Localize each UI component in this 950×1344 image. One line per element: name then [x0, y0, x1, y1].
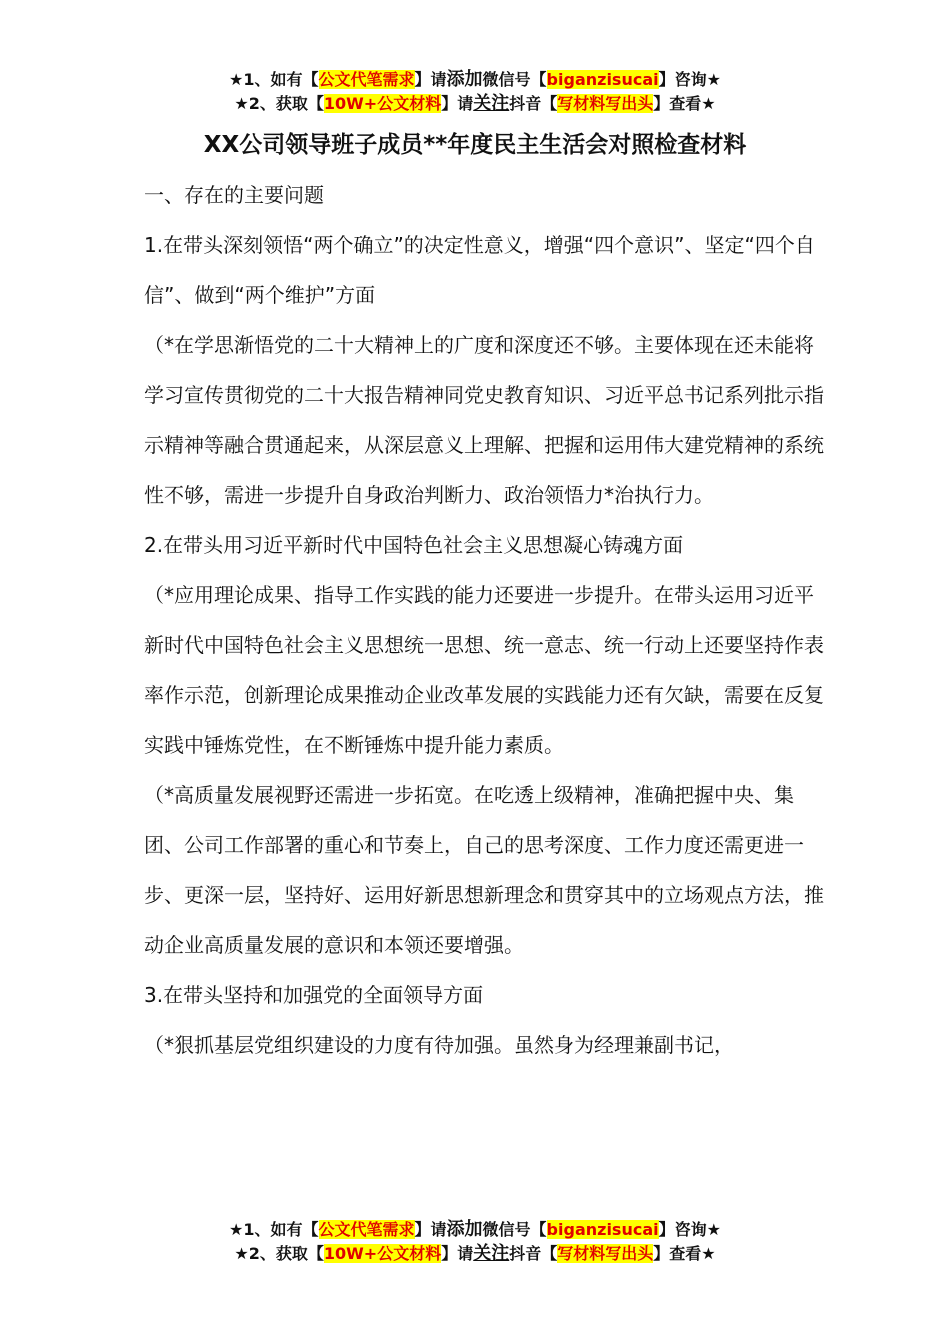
- banner-highlight: 10W+公文材料: [323, 1244, 442, 1263]
- banner-highlight: biganzisucai: [546, 70, 659, 89]
- banner-highlight: 写材料写出头: [557, 94, 654, 113]
- document-body: [144, 170, 824, 1070]
- banner-highlight: 写材料写出头: [557, 1244, 654, 1263]
- body-paragraph: （*在学思渐悟党的二十大精神上的广度和深度还不够。主要体现在还未能将学习宣传贯彻党的二十大报告精神同党史教育知识、习近平总书记系列批示指示精神等融合贯通起来，从深层意义上理解、把握和运用伟大建党精神的系统性不够，需进一步提升自身政治判断力、政治领悟力*治执行力。: [144, 333, 824, 507]
- banner-line-2: ★2、获取【10W+公文材料】请关注抖音【写材料写出头】查看★: [234, 1243, 716, 1264]
- banner-line-2: ★2、获取【10W+公文材料】请关注抖音【写材料写出头】查看★: [234, 93, 716, 114]
- body-paragraph: （*应用理论成果、指导工作实践的能力还要进一步提升。在带头运用习近平新时代中国特色社会主义思想统一思想、统一意志、统一行动上还要坚持作表率作示范，创新理论成果推动企业改革发展的实践能力还有欠缺，需要在反复实践中锤炼党性，在不断锤炼中提升能力素质。: [144, 583, 824, 757]
- banner-line-1: ★1、如有【公文代笔需求】请添加微信号【biganzisucai】咨询★: [229, 1219, 721, 1240]
- section-heading: 一、存在的主要问题: [144, 183, 324, 207]
- body-paragraph: （*高质量发展视野还需进一步拓宽。在吃透上级精神，准确把握中央、集团、公司工作部署的重心和节奏上，自己的思考深度、工作力度还需更进一步、更深一层，坚持好、运用好新思想新理念和贯穿其中的立场观点方法，推动企业高质量发展的意识和本领还要增强。: [144, 783, 824, 957]
- banner-line-1: ★1、如有【公文代笔需求】请添加微信号【biganzisucai】咨询★: [229, 69, 721, 90]
- banner-highlight: biganzisucai: [546, 1220, 659, 1239]
- header-banner: [0, 68, 950, 116]
- banner-highlight: 公文代笔需求: [318, 70, 415, 89]
- banner-highlight: 10W+公文材料: [323, 94, 442, 113]
- subsection-heading: 3.在带头坚持和加强党的全面领导方面: [144, 983, 484, 1007]
- subsection-heading: 1.在带头深刻领悟“两个确立”的决定性意义，增强“四个意识”、坚定“四个自信”、做到“两个维护”方面: [144, 233, 815, 307]
- document-title: XX公司领导班子成员**年度民主生活会对照检查材料: [203, 132, 747, 158]
- body-paragraph: （*狠抓基层党组织建设的力度有待加强。虽然身为经理兼副书记，: [144, 1033, 734, 1057]
- banner-highlight: 公文代笔需求: [318, 1220, 415, 1239]
- subsection-heading: 2.在带头用习近平新时代中国特色社会主义思想凝心铸魂方面: [144, 533, 684, 557]
- footer-banner: [0, 1218, 950, 1266]
